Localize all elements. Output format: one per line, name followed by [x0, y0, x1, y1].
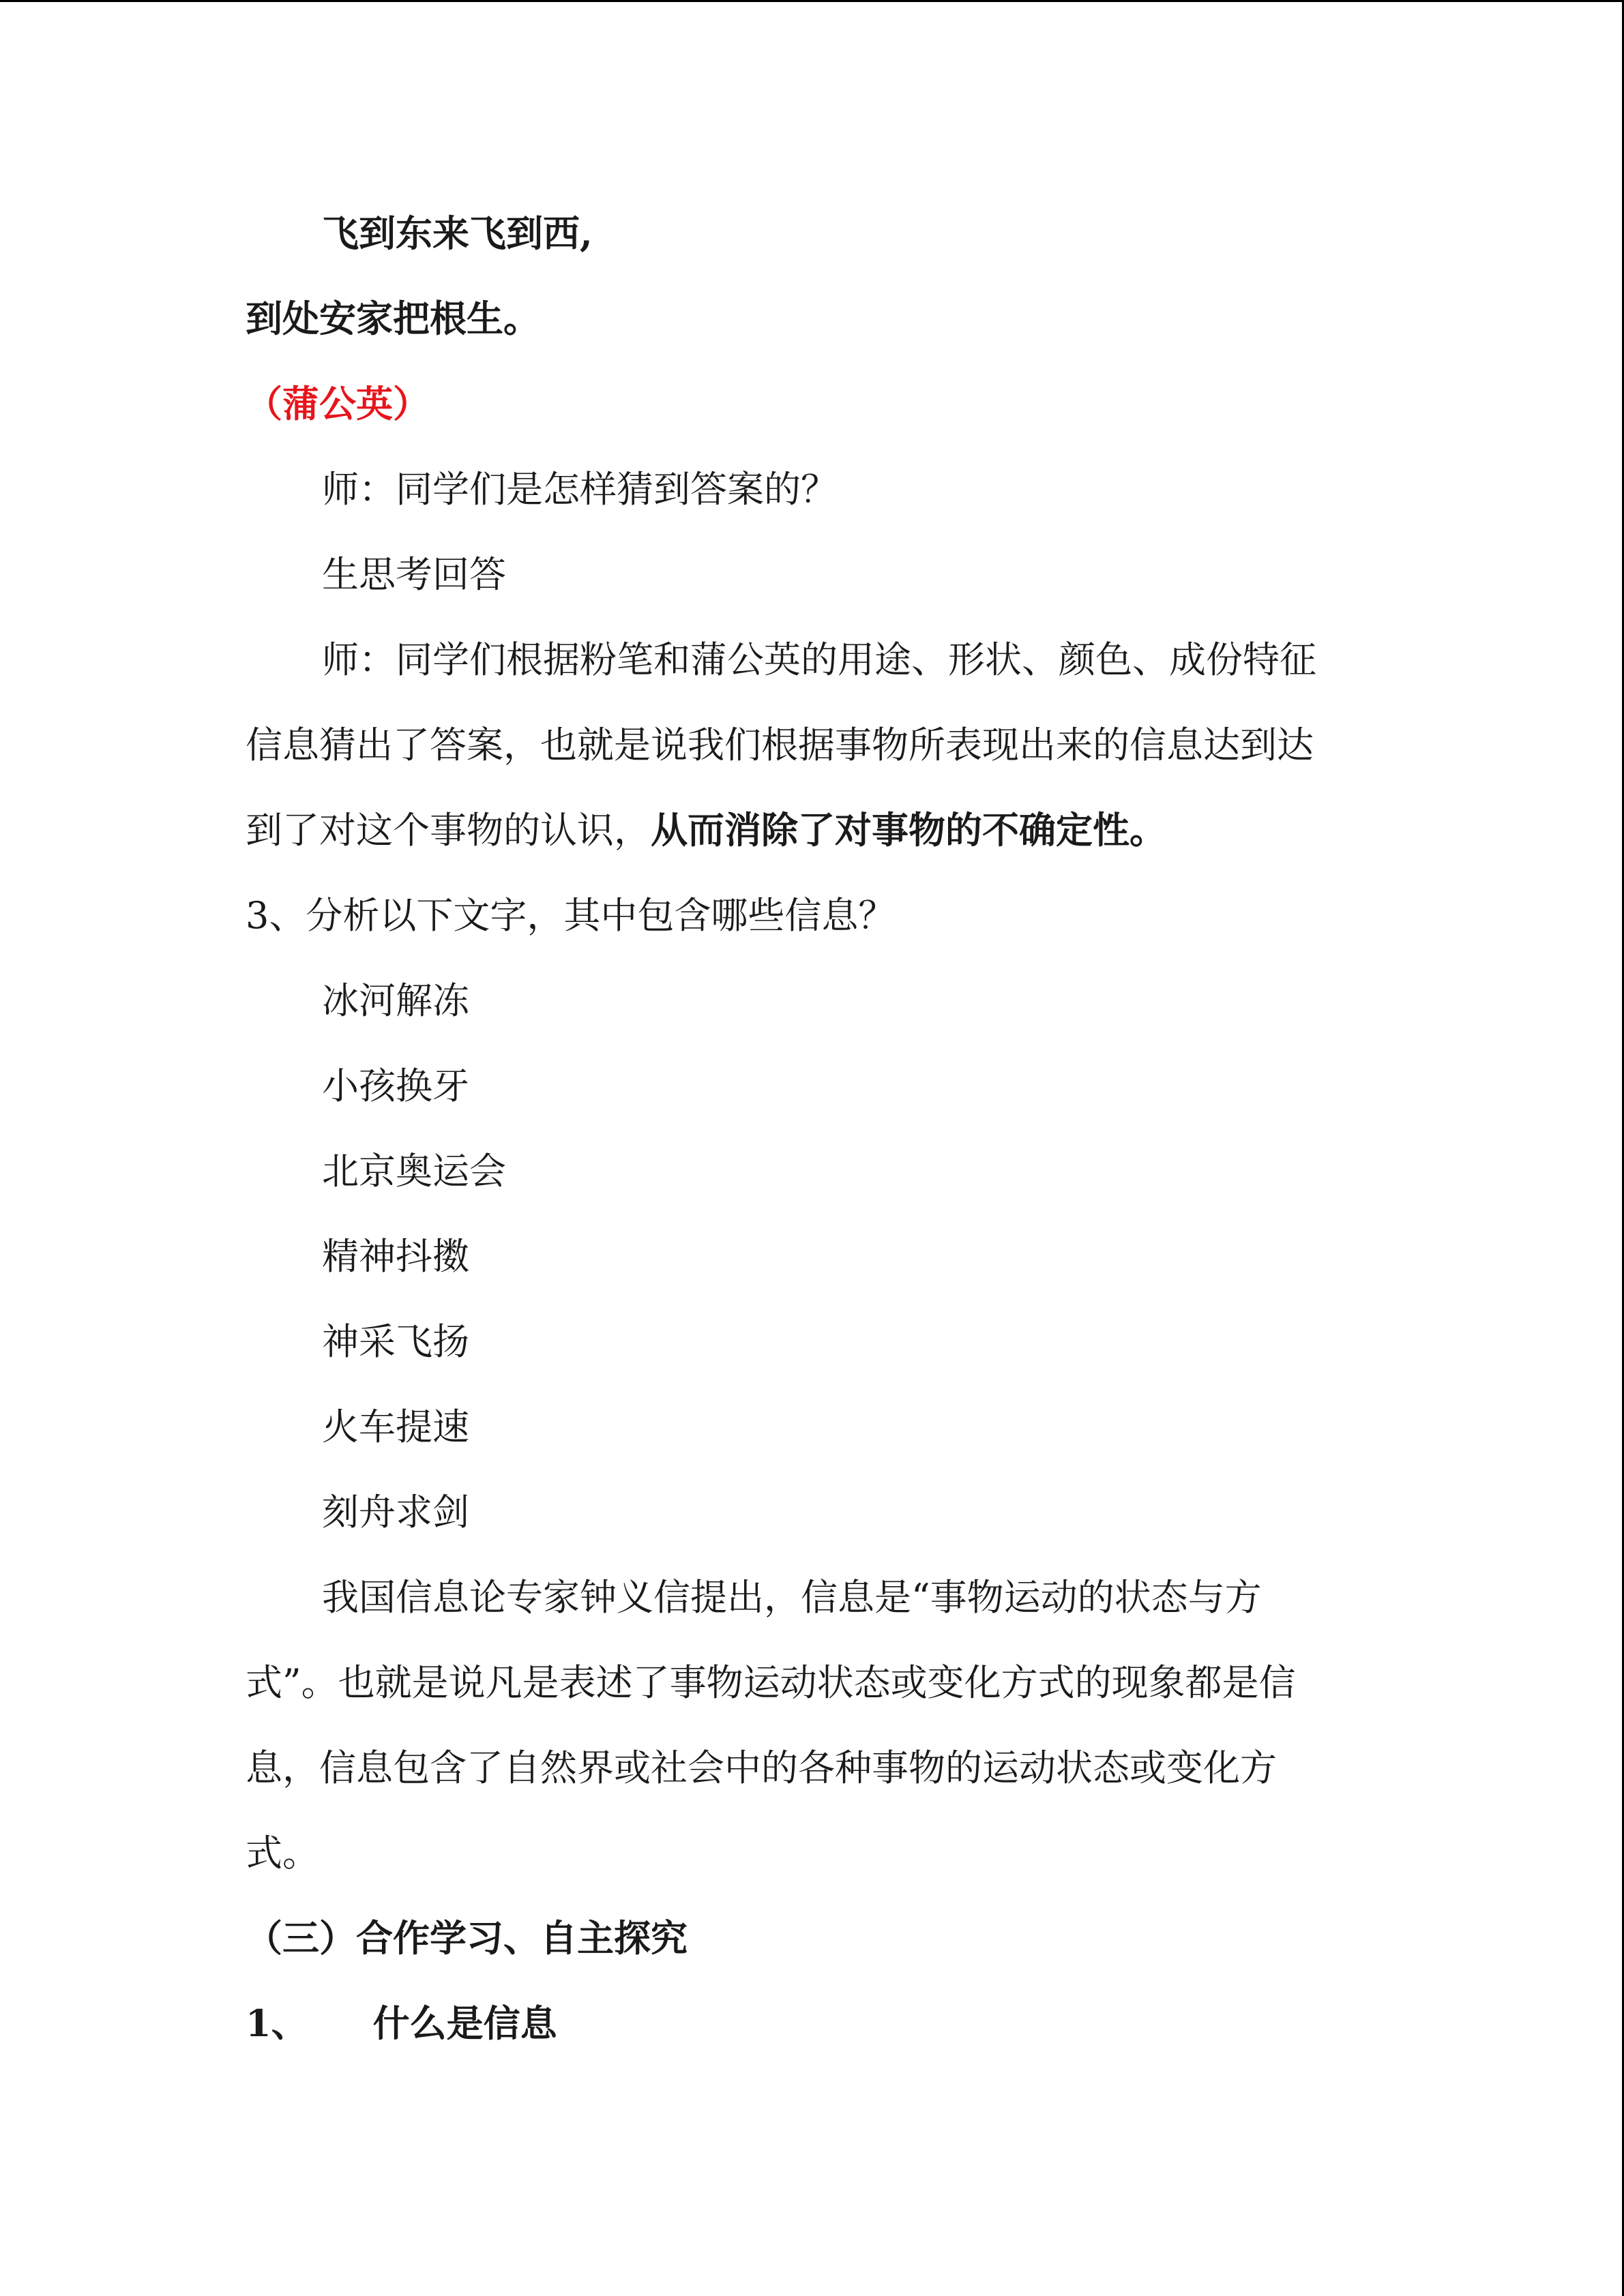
- teacher-paragraph-bold: 从而消除了对事物的不确定性。: [651, 808, 1166, 852]
- definition-line-4: 式。: [246, 1832, 319, 1875]
- list-item: 火车提速: [322, 1405, 469, 1448]
- teacher-question: 师：同学们是怎样猜到答案的？: [322, 468, 838, 511]
- subheading-text: 什么是信息: [372, 2001, 557, 2045]
- definition-line-2: 式”。也就是说凡是表述了事物运动状态或变化方式的现象都是信: [246, 1661, 1296, 1704]
- teacher-paragraph-normal: 到了对这个事物的认识，: [246, 809, 651, 852]
- riddle-answer: （蒲公英）: [246, 382, 430, 426]
- subheading-number: 1、: [246, 2001, 308, 2045]
- definition-line-1: 我国信息论专家钟义信提出，信息是“事物运动的状态与方: [322, 1576, 1262, 1619]
- list-item: 冰河解冻: [322, 979, 469, 1022]
- document-page: [246, 191, 1364, 2066]
- list-item: 刻舟求剑: [322, 1491, 469, 1534]
- page-top-border: [0, 0, 1624, 2]
- riddle-line-1: 飞到东来飞到西,: [322, 211, 593, 255]
- section-heading-3: （三）合作学习、自主探究: [246, 1916, 688, 1960]
- subheading-1: [246, 1981, 1364, 2066]
- question-3: 3、分析以下文字，其中包含哪些信息？: [246, 894, 896, 937]
- list-item: 北京奥运会: [322, 1150, 506, 1193]
- list-item: 精神抖擞: [322, 1235, 469, 1278]
- definition-line-3: 息，信息包含了自然界或社会中的各种事物的运动状态或变化方: [246, 1746, 1277, 1789]
- student-answer: 生思考回答: [322, 553, 506, 596]
- teacher-paragraph-line-3: [246, 788, 1364, 873]
- riddle-line-2: 到处安家把根生。: [246, 297, 540, 340]
- teacher-paragraph-line-2: 信息猜出了答案，也就是说我们根据事物所表现出来的信息达到达: [246, 724, 1314, 766]
- list-item: 小孩换牙: [322, 1064, 469, 1107]
- list-item: 神采飞扬: [322, 1320, 469, 1363]
- teacher-paragraph-line-1: 师：同学们根据粉笔和蒲公英的用途、形状、颜色、成份特征: [322, 638, 1316, 681]
